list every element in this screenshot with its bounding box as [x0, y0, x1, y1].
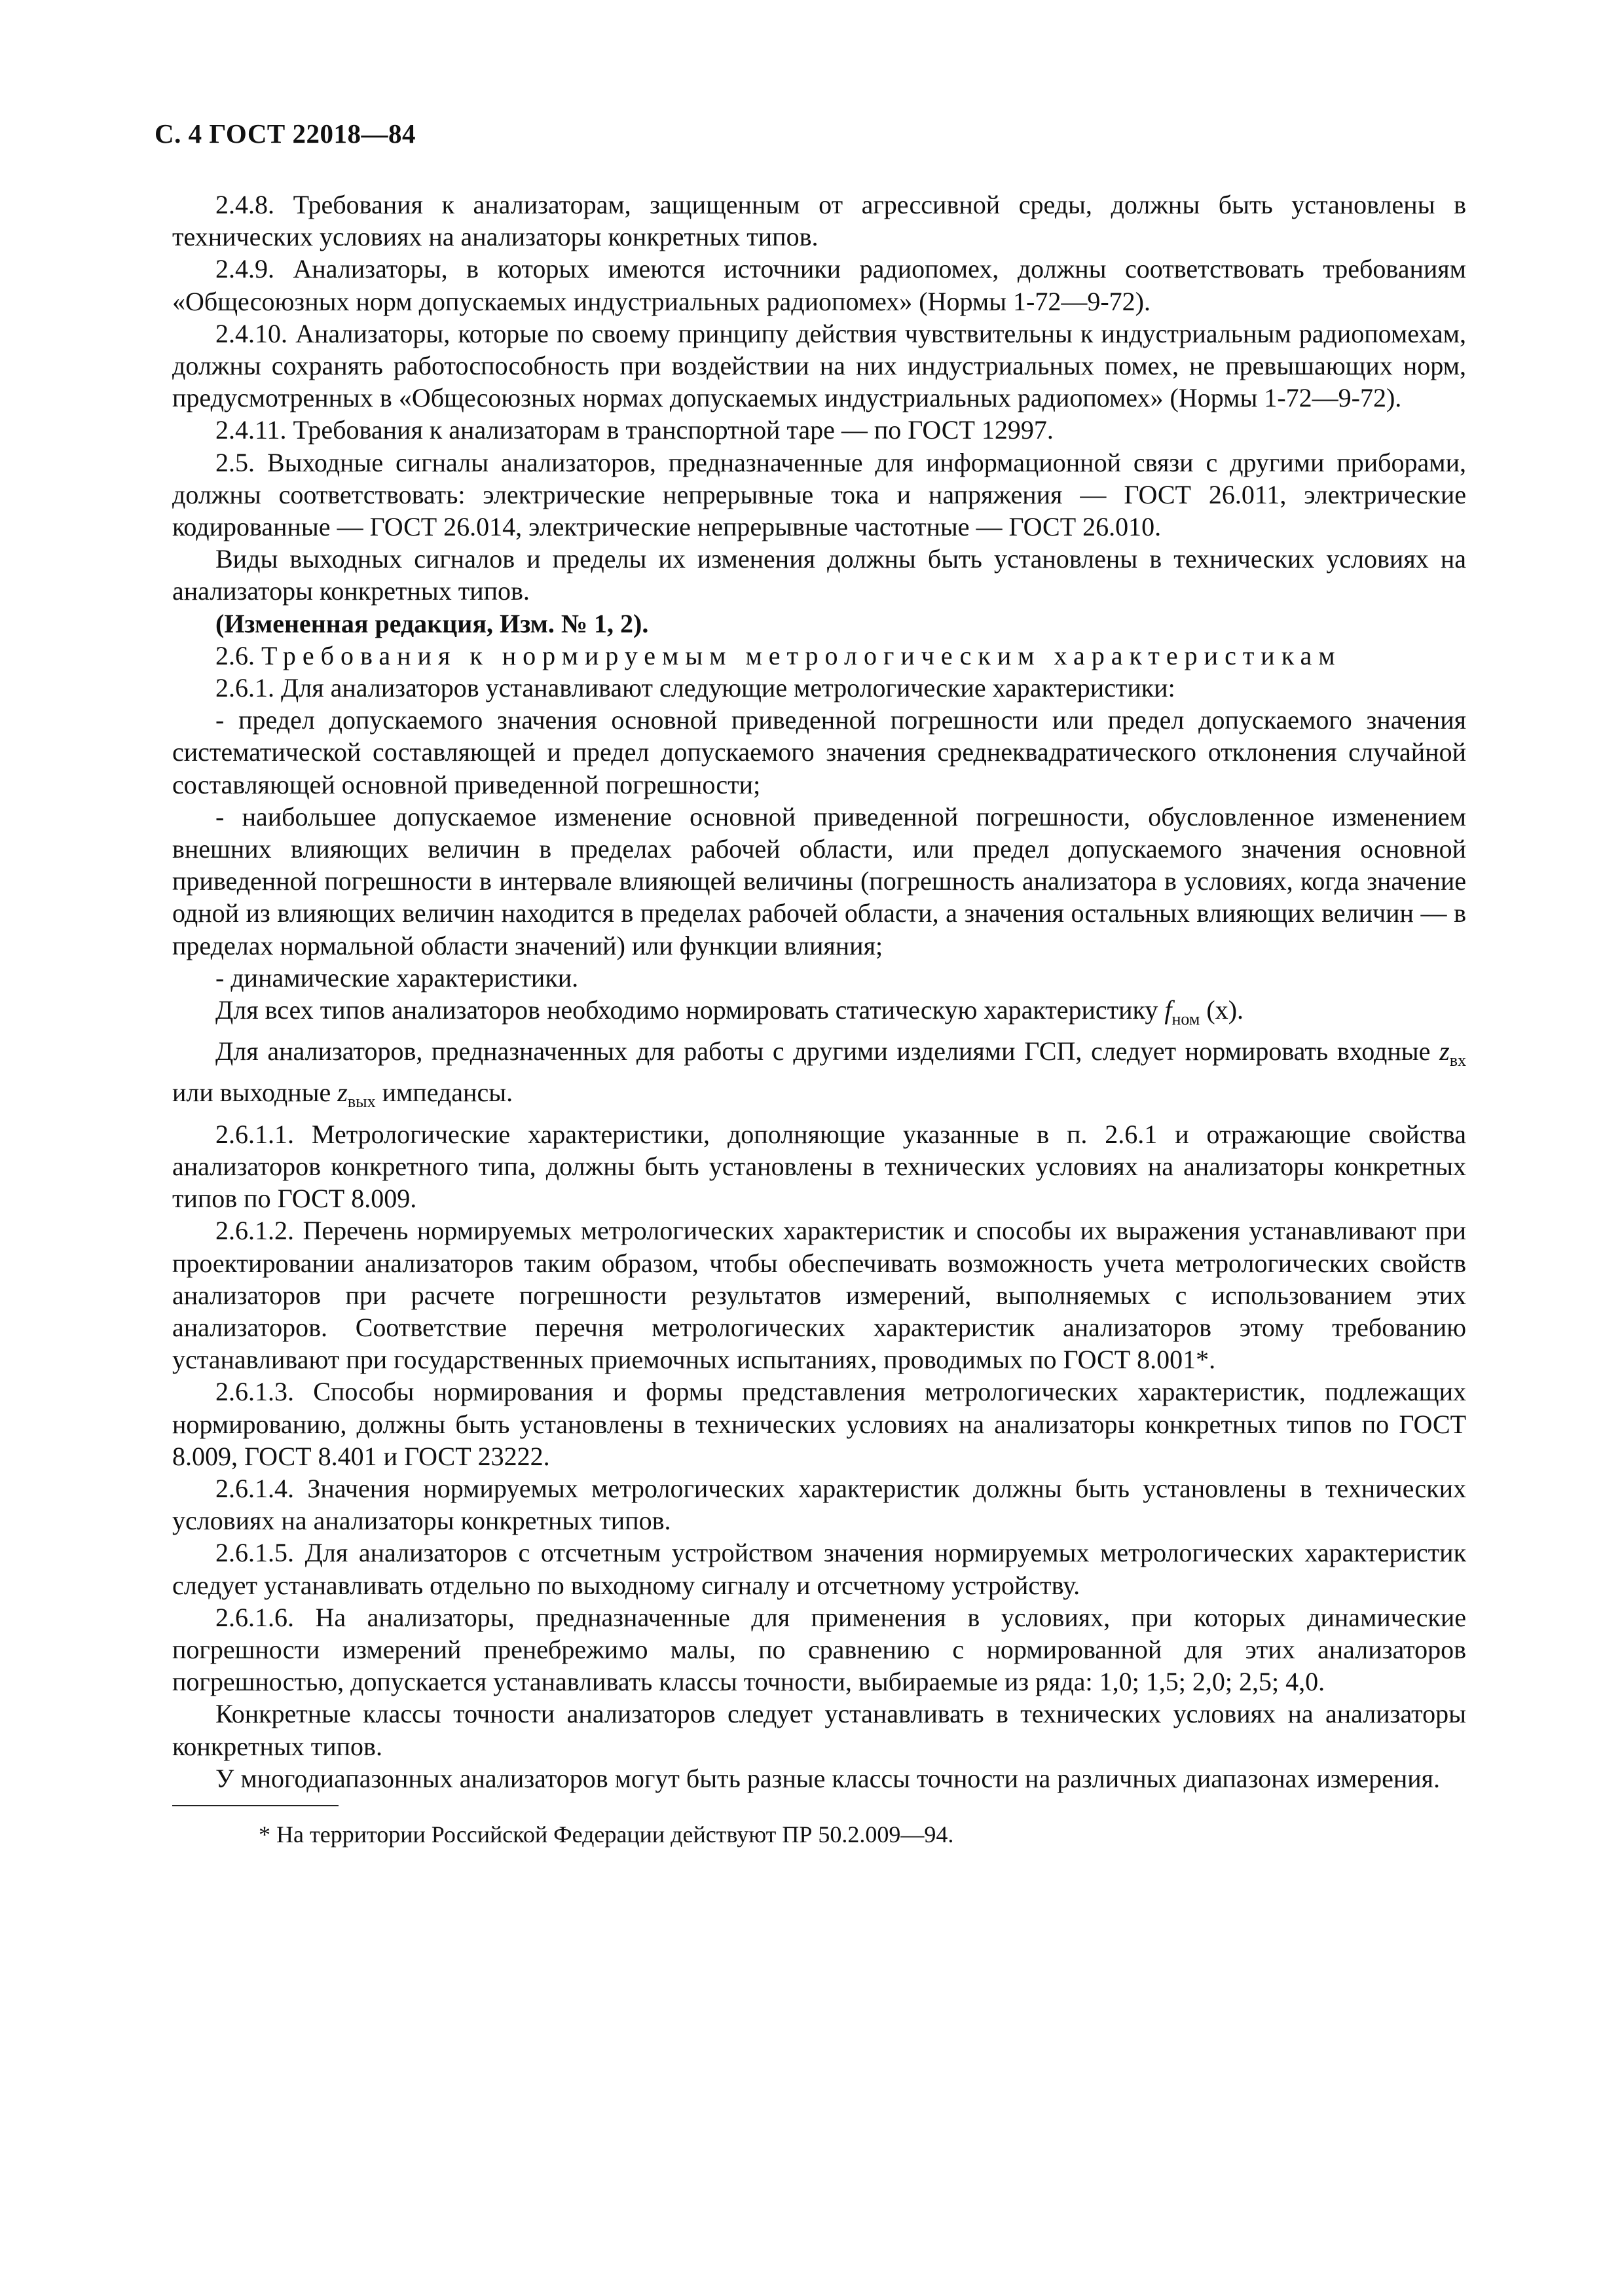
clause-2-4-10: 2.4.10. Анализаторы, которые по своему принципу действия чувствительны к индустриальным радиопомехам, должны сохранять работоспособность при воздействии на них индустриальных помех, не превышающих норм, предусмотренных в «Общесоюзных нормах допускаемых индустриальных радиопомех» (Нормы 1-72—9-72).: [172, 318, 1466, 413]
clause-2-4-11: 2.4.11. Требования к анализаторам в транспортной таре — по ГОСТ 12997.: [215, 415, 1054, 445]
formula-z-out: z: [337, 1078, 348, 1108]
impedance-text-mid: или выходные: [172, 1078, 331, 1108]
impedance-paragraph: [172, 1035, 1466, 1118]
formula-f-subscript: ном: [1171, 1010, 1200, 1029]
footnote: * На территории Российской Федерации действуют ПР 50.2.009—94.: [259, 1821, 954, 1848]
footnote-divider: [172, 1805, 339, 1806]
clause-2-4-8: 2.4.8. Требования к анализаторам, защищенным от агрессивной среды, должны быть установлены в технических условиях на анализаторы конкретных типов.: [172, 190, 1466, 252]
clause-2-6-1-1: 2.6.1.1. Метрологические характеристики, дополняющие указанные в п. 2.6.1 и отражающие свойства анализаторов конкретного типа, должны быть установлены в технических условиях на анализаторы конкретных типов по ГОСТ 8.009.: [172, 1119, 1466, 1214]
formula-z-out-subscript: вых: [347, 1092, 376, 1112]
static-text-pre: Для всех типов анализаторов необходимо нормировать статическую характеристику: [215, 995, 1158, 1025]
accuracy-classes-paragraph: Конкретные классы точности анализаторов следует устанавливать в технических условиях на анализаторы конкретных типов.: [172, 1699, 1466, 1761]
clause-2-6-1-2: 2.6.1.2. Перечень нормируемых метрологических характеристик и способы их выражения устанавливают при проектировании анализаторов таким образом, чтобы обеспечивать возможность учета метрологических свойств анализаторов при расчете погрешности результатов измерений, выполняемых с использованием этих анализаторов. Соответствие перечня метрологических характеристик анализаторов этому требованию устанавливают при государственных приемочных испытаниях, проводимых по ГОСТ 8.001*.: [172, 1216, 1466, 1375]
clause-2-6-1-5: 2.6.1.5. Для анализаторов с отсчетным устройством значения нормируемых метрологических характеристик следует устанавливать отдельно по выходному сигналу и отсчетному устройству.: [172, 1538, 1466, 1600]
clause-2-6-1-4: 2.6.1.4. Значения нормируемых метрологических характеристик должны быть установлены в технических условиях на анализаторы конкретных типов.: [172, 1473, 1466, 1536]
formula-z-in-subscript: вх: [1449, 1051, 1467, 1070]
static-characteristic-paragraph: [172, 994, 1466, 1035]
clause-2-4-9: 2.4.9. Анализаторы, в которых имеются источники радиопомех, должны соответствовать требованиям «Общесоюзных норм допускаемых индустриальных радиопомех» (Нормы 1-72—9-72).: [172, 254, 1466, 316]
clause-2-6-1-6: 2.6.1.6. На анализаторы, предназначенные для применения в условиях, при которых динамические погрешности измерений пренебрежимо малы, по сравнению с нормированной для этих анализаторов погрешностью, допускается устанавливать классы точности, выбираемые из ряда: 1,0; 1,5; 2,0; 2,5; 4,0.: [172, 1602, 1466, 1697]
document-body: [172, 189, 1466, 1850]
formula-z-in: z: [1439, 1036, 1450, 1066]
clause-2-5: 2.5. Выходные сигналы анализаторов, предназначенные для информационной связи с другими приборами, должны соответствовать: электрические непрерывные тока и напряжения — ГОСТ 26.011, электрические кодированные — ГОСТ 26.014, электрические непрерывные частотные — ГОСТ 26.010.: [172, 447, 1466, 542]
section-2-6-heading: [172, 640, 1466, 672]
static-text-post: (x).: [1206, 995, 1244, 1025]
impedance-text-post: импедансы.: [382, 1078, 513, 1108]
amendment-note: (Измененная редакция, Изм. № 1, 2).: [215, 608, 649, 638]
clause-2-6-1: 2.6.1. Для анализаторов устанавливают следующие метрологические характеристики:: [215, 673, 1175, 703]
page-header: С. 4 ГОСТ 22018—84: [155, 118, 416, 149]
clause-2-5-output-signals: Виды выходных сигналов и пределы их изменения должны быть установлены в технических условиях на анализаторы конкретных типов.: [172, 544, 1466, 606]
section-number: 2.6.: [215, 640, 255, 670]
clause-2-6-1-3: 2.6.1.3. Способы нормирования и формы представления метрологических характеристик, подлежащих нормированию, должны быть установлены в технических условиях на анализаторы конкретных типов по ГОСТ 8.009, ГОСТ 8.401 и ГОСТ 23222.: [172, 1377, 1466, 1471]
list-item: - наибольшее допускаемое изменение основной приведенной погрешности, обусловленное изменением внешних влияющих величин в пределах рабочей области, или предел допускаемого значения основной приведенной погрешности в интервале влияющей величины (погрешность анализатора в условиях, когда значение одной из влияющих величин находится в пределах рабочей области, а значения остальных влияющих величин — в пределах нормальной области значений) или функции влияния;: [172, 801, 1466, 960]
impedance-text-pre: Для анализаторов, предназначенных для работы с другими изделиями ГСП, следует нормировать входные: [215, 1036, 1431, 1066]
multirange-paragraph: У многодиапазонных анализаторов могут быть разные классы точности на различных диапазонах измерения.: [215, 1763, 1441, 1793]
list-item: - предел допускаемого значения основной приведенной погрешности или предел допускаемого значения систематической составляющей и предел допускаемого значения среднеквадратического отклонения случайной составляющей основной приведенной погрешности;: [172, 705, 1466, 799]
formula-f: f: [1164, 995, 1172, 1025]
list-item: - динамические характеристики.: [215, 962, 579, 993]
section-title: Требования к нормируемым метрологическим характеристикам: [261, 640, 1342, 670]
